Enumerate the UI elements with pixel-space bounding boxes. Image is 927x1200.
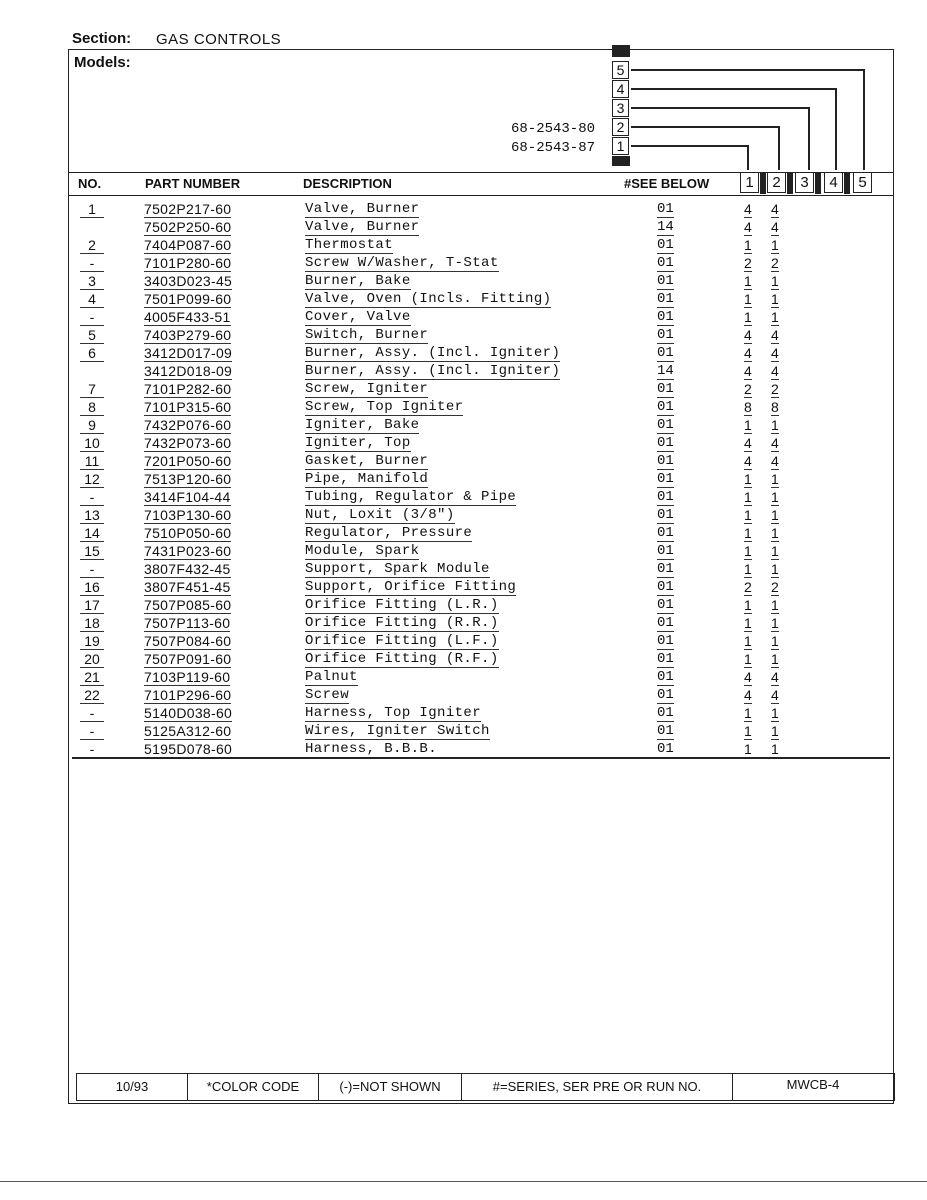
part-no: 13: [80, 507, 104, 524]
part-no: 2: [80, 237, 104, 254]
qty-model-2: 1: [771, 705, 779, 721]
part-series: 01: [657, 237, 674, 253]
part-no: 3: [80, 273, 104, 290]
part-series: 01: [657, 471, 674, 487]
part-number: 7101P315-60: [144, 399, 232, 415]
table-row: [72, 254, 890, 272]
qty-model-1: 1: [744, 651, 752, 667]
qty-model-2: 2: [771, 579, 779, 595]
qty-model-1: 4: [744, 219, 752, 235]
part-description: Tubing, Regulator & Pipe: [305, 489, 517, 505]
part-series: 01: [657, 615, 674, 631]
part-number: 7510P050-60: [144, 525, 232, 541]
part-description: Orifice Fitting (L.R.): [305, 597, 499, 613]
qty-model-1: 4: [744, 327, 752, 343]
part-no: 19: [80, 633, 104, 650]
table-row: [72, 398, 890, 416]
part-no: -: [80, 741, 104, 758]
part-no: 20: [80, 651, 104, 668]
part-no: 5: [80, 327, 104, 344]
qty-model-2: 1: [771, 633, 779, 649]
table-row: [72, 488, 890, 506]
table-row: [72, 344, 890, 362]
qty-model-2: 1: [771, 237, 779, 253]
part-series: 01: [657, 399, 674, 415]
part-no: 7: [80, 381, 104, 398]
col-header-part-number: PART NUMBER: [145, 176, 241, 191]
table-row: [72, 452, 890, 470]
part-no: 8: [80, 399, 104, 416]
qty-model-2: 4: [771, 687, 779, 703]
footer-bar: [76, 1073, 895, 1101]
qty-model-1: 1: [744, 291, 752, 307]
part-description: Valve, Burner: [305, 219, 420, 235]
part-series: 01: [657, 453, 674, 469]
part-series: 01: [657, 255, 674, 271]
qty-model-2: 4: [771, 345, 779, 361]
qty-model-1: 4: [744, 345, 752, 361]
qty-model-2: 1: [771, 651, 779, 667]
qty-model-2: 4: [771, 327, 779, 343]
table-row: [72, 290, 890, 308]
qty-model-1: 4: [744, 453, 752, 469]
connector-line: [808, 107, 810, 170]
list-end-rule: [72, 757, 890, 759]
part-series: 01: [657, 597, 674, 613]
table-row: [72, 614, 890, 632]
qty-model-2: 1: [771, 723, 779, 739]
table-row: [72, 272, 890, 290]
qty-model-1: 1: [744, 237, 752, 253]
section-value: GAS CONTROLS: [156, 31, 282, 48]
model-col-5: 5: [853, 172, 872, 193]
qty-model-1: 1: [744, 525, 752, 541]
qty-model-1: 2: [744, 381, 752, 397]
col-separator: [760, 172, 766, 194]
qty-model-2: 4: [771, 435, 779, 451]
qty-model-2: 1: [771, 471, 779, 487]
part-description: Igniter, Top: [305, 435, 411, 451]
qty-model-2: 4: [771, 363, 779, 379]
models-label: Models:: [74, 54, 131, 71]
part-number: 3807F451-45: [144, 579, 231, 595]
qty-model-1: 1: [744, 507, 752, 523]
qty-model-2: 1: [771, 273, 779, 289]
table-row: [72, 578, 890, 596]
part-description: Cover, Valve: [305, 309, 411, 325]
qty-model-1: 1: [744, 273, 752, 289]
part-no: -: [80, 489, 104, 506]
part-series: 01: [657, 705, 674, 721]
part-description: Nut, Loxit (3/8"): [305, 507, 455, 523]
part-no: 10: [80, 435, 104, 452]
part-series: 01: [657, 417, 674, 433]
qty-model-2: 1: [771, 561, 779, 577]
qty-model-1: 4: [744, 687, 752, 703]
connector-line: [631, 126, 779, 128]
page-bottom-rule: [0, 1181, 927, 1182]
part-series: 14: [657, 219, 674, 235]
table-row: [72, 362, 890, 380]
connector-line: [747, 145, 749, 170]
qty-model-1: 8: [744, 399, 752, 415]
part-series: 01: [657, 723, 674, 739]
table-row: [72, 416, 890, 434]
part-no: 15: [80, 543, 104, 560]
part-no: 9: [80, 417, 104, 434]
series-box-4: 4: [612, 80, 629, 98]
qty-model-1: 1: [744, 633, 752, 649]
qty-model-1: 1: [744, 741, 752, 757]
qty-model-2: 4: [771, 219, 779, 235]
part-number: 3412D017-09: [144, 345, 233, 361]
qty-model-2: 1: [771, 741, 779, 757]
table-row: [72, 236, 890, 254]
qty-model-1: 1: [744, 471, 752, 487]
part-description: Pipe, Manifold: [305, 471, 429, 487]
model-col-3: 3: [795, 172, 814, 193]
part-no: -: [80, 705, 104, 722]
table-row: [72, 596, 890, 614]
parts-list: [72, 200, 890, 758]
table-row: [72, 704, 890, 722]
part-number: 3403D023-45: [144, 273, 233, 289]
table-row: [72, 218, 890, 236]
col-header-see-below: #SEE BELOW: [624, 176, 710, 191]
part-description: Igniter, Bake: [305, 417, 420, 433]
table-row: [72, 200, 890, 218]
qty-model-2: 4: [771, 669, 779, 685]
part-number: 7513P120-60: [144, 471, 232, 487]
qty-model-1: 4: [744, 669, 752, 685]
connector-line: [631, 107, 809, 109]
part-number: 3414F104-44: [144, 489, 231, 505]
table-row: [72, 722, 890, 740]
qty-model-2: 1: [771, 615, 779, 631]
part-description: Screw W/Washer, T-Stat: [305, 255, 499, 271]
qty-model-1: 4: [744, 363, 752, 379]
col-separator: [815, 172, 821, 194]
part-number: 7101P280-60: [144, 255, 232, 271]
part-description: Burner, Assy. (Incl. Igniter): [305, 345, 561, 361]
table-row: [72, 308, 890, 326]
part-number: 7404P087-60: [144, 237, 232, 253]
part-series: 01: [657, 273, 674, 289]
part-series: 01: [657, 381, 674, 397]
part-description: Switch, Burner: [305, 327, 429, 343]
part-number: 7507P091-60: [144, 651, 232, 667]
qty-model-2: 1: [771, 417, 779, 433]
part-no: 21: [80, 669, 104, 686]
part-series: 01: [657, 201, 674, 217]
part-series: 01: [657, 741, 674, 757]
part-series: 14: [657, 363, 674, 379]
part-series: 01: [657, 543, 674, 559]
part-description: Thermostat: [305, 237, 394, 253]
part-no: 1: [80, 201, 104, 218]
table-row: [72, 380, 890, 398]
table-row: [72, 434, 890, 452]
table-row: [72, 560, 890, 578]
part-number: 7101P296-60: [144, 687, 232, 703]
qty-model-1: 2: [744, 579, 752, 595]
part-no: 18: [80, 615, 104, 632]
part-series: 01: [657, 327, 674, 343]
part-series: 01: [657, 687, 674, 703]
part-series: 01: [657, 345, 674, 361]
part-description: Screw, Top Igniter: [305, 399, 464, 415]
part-number: 4005F433-51: [144, 309, 231, 325]
qty-model-2: 8: [771, 399, 779, 415]
qty-model-2: 2: [771, 381, 779, 397]
part-number: 7507P113-60: [144, 615, 231, 631]
footer-page-code: MWCB-4: [786, 1077, 840, 1092]
table-row: [72, 632, 890, 650]
part-series: 01: [657, 633, 674, 649]
part-no: -: [80, 561, 104, 578]
table-row: [72, 470, 890, 488]
qty-model-2: 2: [771, 255, 779, 271]
part-no: 4: [80, 291, 104, 308]
qty-model-1: 4: [744, 435, 752, 451]
part-number: 7507P085-60: [144, 597, 232, 613]
model-number-1: 68-2543-87: [511, 140, 596, 156]
part-description: Harness, Top Igniter: [305, 705, 482, 721]
part-no: 16: [80, 579, 104, 596]
qty-model-2: 1: [771, 291, 779, 307]
section-label: Section:: [72, 30, 132, 47]
part-number: 7507P084-60: [144, 633, 232, 649]
part-number: 7201P050-60: [144, 453, 232, 469]
part-no: -: [80, 723, 104, 740]
table-row: [72, 686, 890, 704]
qty-model-2: 1: [771, 507, 779, 523]
qty-model-2: 1: [771, 489, 779, 505]
connector-line: [778, 126, 780, 170]
connector-line: [631, 145, 748, 147]
qty-model-1: 1: [744, 489, 752, 505]
part-description: Gasket, Burner: [305, 453, 429, 469]
part-description: Support, Spark Module: [305, 561, 490, 577]
footer-series-note: #=SERIES, SER PRE OR RUN NO.: [462, 1074, 733, 1100]
footer-not-shown: (-)=NOT SHOWN: [319, 1074, 462, 1100]
table-row: [72, 650, 890, 668]
series-box-1: 1: [612, 137, 629, 155]
qty-model-1: 1: [744, 543, 752, 559]
part-number: 5195D078-60: [144, 741, 233, 757]
part-no: 11: [80, 453, 104, 470]
table-row: [72, 740, 890, 758]
qty-model-1: 4: [744, 201, 752, 217]
qty-model-1: 1: [744, 615, 752, 631]
table-row: [72, 326, 890, 344]
part-description: Orifice Fitting (R.F.): [305, 651, 499, 667]
qty-model-2: 1: [771, 309, 779, 325]
part-no: -: [80, 309, 104, 326]
qty-model-1: 1: [744, 723, 752, 739]
col-separator: [844, 172, 850, 194]
registration-mark: [612, 156, 630, 166]
part-description: Burner, Assy. (Incl. Igniter): [305, 363, 561, 379]
part-number: 7432P073-60: [144, 435, 232, 451]
part-series: 01: [657, 669, 674, 685]
qty-model-2: 1: [771, 597, 779, 613]
part-description: Screw: [305, 687, 350, 703]
table-row: [72, 506, 890, 524]
part-number: 3412D018-09: [144, 363, 233, 379]
part-no: 22: [80, 687, 104, 704]
part-series: 01: [657, 489, 674, 505]
part-description: Orifice Fitting (R.R.): [305, 615, 499, 631]
part-description: Valve, Oven (Incls. Fitting): [305, 291, 552, 307]
col-header-description: DESCRIPTION: [303, 176, 392, 191]
part-description: Screw, Igniter: [305, 381, 429, 397]
part-description: Orifice Fitting (L.F.): [305, 633, 499, 649]
part-number: 7103P130-60: [144, 507, 232, 523]
part-no: 14: [80, 525, 104, 542]
part-number: 7103P119-60: [144, 669, 231, 685]
registration-mark: [612, 45, 630, 57]
qty-model-1: 1: [744, 417, 752, 433]
part-description: Harness, B.B.B.: [305, 741, 438, 757]
part-number: 5140D038-60: [144, 705, 233, 721]
part-description: Support, Orifice Fitting: [305, 579, 517, 595]
part-number: 5125A312-60: [144, 723, 232, 739]
part-series: 01: [657, 561, 674, 577]
qty-model-1: 2: [744, 255, 752, 271]
part-number: 7432P076-60: [144, 417, 232, 433]
part-series: 01: [657, 435, 674, 451]
footer-color-code: *COLOR CODE: [188, 1074, 319, 1100]
table-row: [72, 524, 890, 542]
part-series: 01: [657, 507, 674, 523]
series-box-3: 3: [612, 99, 629, 117]
connector-line: [631, 69, 864, 71]
footer-date: 10/93: [77, 1074, 188, 1100]
connector-line: [835, 88, 837, 170]
model-col-4: 4: [824, 172, 843, 193]
qty-model-1: 1: [744, 309, 752, 325]
part-number: 7501P099-60: [144, 291, 232, 307]
model-number-2: 68-2543-80: [511, 121, 596, 137]
col-separator: [787, 172, 793, 194]
model-col-2: 2: [767, 172, 786, 193]
part-description: Valve, Burner: [305, 201, 420, 217]
connector-line: [631, 88, 836, 90]
qty-model-2: 1: [771, 543, 779, 559]
part-series: 01: [657, 309, 674, 325]
part-number: 7502P250-60: [144, 219, 232, 235]
table-row: [72, 668, 890, 686]
qty-model-2: 4: [771, 201, 779, 217]
series-box-2: 2: [612, 118, 629, 136]
qty-model-1: 1: [744, 561, 752, 577]
part-description: Burner, Bake: [305, 273, 411, 289]
part-number: 7403P279-60: [144, 327, 232, 343]
part-series: 01: [657, 291, 674, 307]
part-description: Wires, Igniter Switch: [305, 723, 490, 739]
part-description: Palnut: [305, 669, 358, 685]
col-header-no: NO.: [78, 176, 102, 191]
qty-model-1: 1: [744, 597, 752, 613]
part-number: 7502P217-60: [144, 201, 232, 217]
part-number: 7431P023-60: [144, 543, 232, 559]
part-number: 3807F432-45: [144, 561, 231, 577]
table-row: [72, 542, 890, 560]
qty-model-2: 4: [771, 453, 779, 469]
part-series: 01: [657, 651, 674, 667]
part-number: 7101P282-60: [144, 381, 232, 397]
connector-line: [863, 69, 865, 170]
part-no: 17: [80, 597, 104, 614]
model-col-1: 1: [740, 172, 759, 193]
part-description: Regulator, Pressure: [305, 525, 473, 541]
series-box-5: 5: [612, 61, 629, 79]
part-no: 6: [80, 345, 104, 362]
qty-model-2: 1: [771, 525, 779, 541]
qty-model-1: 1: [744, 705, 752, 721]
part-series: 01: [657, 579, 674, 595]
part-no: -: [80, 255, 104, 272]
part-no: 12: [80, 471, 104, 488]
part-series: 01: [657, 525, 674, 541]
part-description: Module, Spark: [305, 543, 420, 559]
